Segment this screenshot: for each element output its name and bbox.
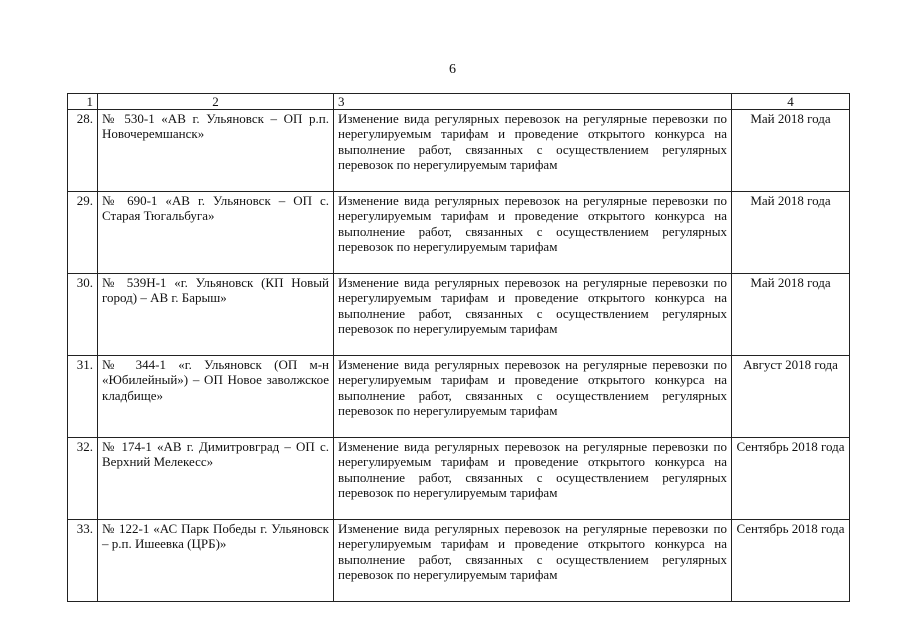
row-number: 33. <box>68 520 98 602</box>
row-number: 32. <box>68 438 98 520</box>
table-row <box>68 438 850 520</box>
table-row <box>68 520 850 602</box>
row-number: 31. <box>68 356 98 438</box>
description-cell: Изменение вида регулярных перевозок на регулярные перевозки по нерегулируемым тарифам и проведение открытого конкурса на выполнение работ, связанных с осуществлением регулярных перевозок по нерегулируемым тарифам <box>334 520 732 602</box>
column-header-1: 1 <box>68 94 98 110</box>
route-cell: № 174-1 «АВ г. Димитровград – ОП с. Верхний Мелекесс» <box>98 438 334 520</box>
routes-table <box>67 93 850 602</box>
route-cell: № 344-1 «г. Ульяновск (ОП м-н «Юбилейный») – ОП Новое заволжское кладбище» <box>98 356 334 438</box>
table-header-row <box>68 94 850 110</box>
column-header-2: 2 <box>98 94 334 110</box>
date-cell: Сентябрь 2018 года <box>732 438 850 520</box>
description-cell: Изменение вида регулярных перевозок на регулярные перевозки по нерегулируемым тарифам и проведение открытого конкурса на выполнение работ, связанных с осуществлением регулярных перевозок по нерегулируемым тарифам <box>334 110 732 192</box>
description-cell: Изменение вида регулярных перевозок на регулярные перевозки по нерегулируемым тарифам и проведение открытого конкурса на выполнение работ, связанных с осуществлением регулярных перевозок по нерегулируемым тарифам <box>334 192 732 274</box>
date-cell: Май 2018 года <box>732 192 850 274</box>
row-number: 30. <box>68 274 98 356</box>
date-cell: Август 2018 года <box>732 356 850 438</box>
date-cell: Май 2018 года <box>732 274 850 356</box>
route-cell: № 690-1 «АВ г. Ульяновск – ОП с. Старая Тюгальбуга» <box>98 192 334 274</box>
date-cell: Май 2018 года <box>732 110 850 192</box>
description-cell: Изменение вида регулярных перевозок на регулярные перевозки по нерегулируемым тарифам и проведение открытого конкурса на выполнение работ, связанных с осуществлением регулярных перевозок по нерегулируемым тарифам <box>334 438 732 520</box>
row-number: 28. <box>68 110 98 192</box>
route-cell: № 530-1 «АВ г. Ульяновск – ОП р.п. Новочеремшанск» <box>98 110 334 192</box>
page-number: 6 <box>449 62 456 77</box>
route-cell: № 122-1 «АС Парк Победы г. Ульяновск – р.п. Ишеевка (ЦРБ)» <box>98 520 334 602</box>
table-row <box>68 192 850 274</box>
column-header-3: 3 <box>334 94 732 110</box>
description-cell: Изменение вида регулярных перевозок на регулярные перевозки по нерегулируемым тарифам и проведение открытого конкурса на выполнение работ, связанных с осуществлением регулярных перевозок по нерегулируемым тарифам <box>334 274 732 356</box>
route-cell: № 539Н-1 «г. Ульяновск (КП Новый город) – АВ г. Барыш» <box>98 274 334 356</box>
row-number: 29. <box>68 192 98 274</box>
date-cell: Сентябрь 2018 года <box>732 520 850 602</box>
table-row <box>68 274 850 356</box>
table-row <box>68 110 850 192</box>
description-cell: Изменение вида регулярных перевозок на регулярные перевозки по нерегулируемым тарифам и проведение открытого конкурса на выполнение работ, связанных с осуществлением регулярных перевозок по нерегулируемым тарифам <box>334 356 732 438</box>
table-row <box>68 356 850 438</box>
column-header-4: 4 <box>732 94 850 110</box>
